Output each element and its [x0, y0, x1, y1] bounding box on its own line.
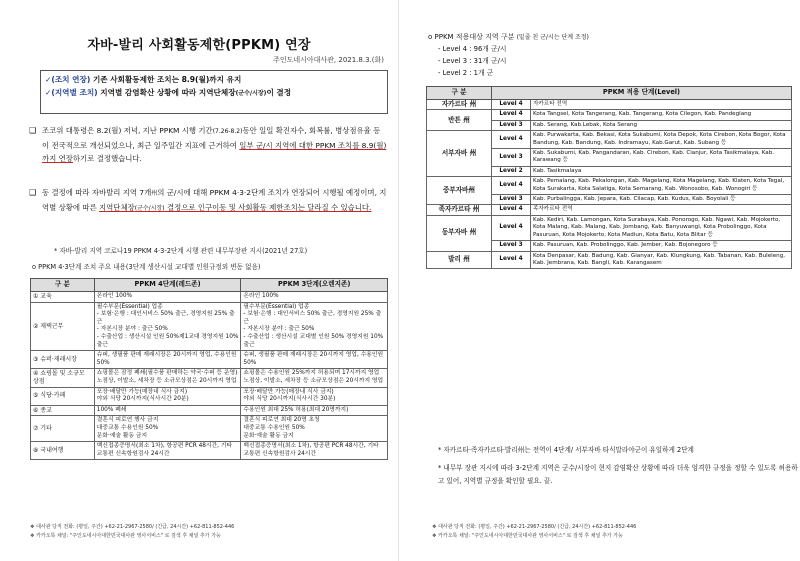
table-row — [31, 351, 388, 369]
headline-text: 지역별 감염확산 상황에 따라 지역단체장 — [97, 88, 236, 97]
table-header: PPKM 3단계(오렌지존) — [241, 279, 388, 292]
level-cell: Level 4 — [492, 251, 531, 269]
level-count: - Level 4 : 96개 군/시 — [438, 45, 507, 53]
regions-cell: Kab. Tasikmalaya — [531, 166, 792, 176]
level4-cell: 결혼식 피로연 행사 금지 대중교통 수용인원 50% 문화·예술 활동 금지 — [94, 416, 241, 442]
regions-cell: Kab. Purwakarta, Kab. Bekasi, Kota Sukabumi, Kota Depok, Kota Cirebon, Kota Bogor, Kota Bandung, Kab. Bandung, Kab. Indramayu, Kab.Garut, Kab. Subang 등 — [531, 131, 792, 149]
reference-note: * 자바-발리 지역 코로나19 PPKM 4·3-2단계 시행 관련 내무부장관 지시(2021년 27호) — [54, 247, 308, 255]
category-cell: ③ 슈퍼·재래시장 — [31, 351, 95, 369]
paragraph-text: 하기로 결정했습니다. — [72, 154, 142, 164]
regions-cell: Kab. Serang, Kab.Lebak, Kota Serang — [531, 120, 792, 130]
category-cell: ⑦ 기타 — [31, 416, 95, 442]
headline-small: (군수/시장) — [235, 90, 267, 97]
level4-cell: 백신접종증명서(최소 1차), 항공편 PCR 48시간, 기타 교통편 신속항원검사 24시간 — [94, 442, 241, 460]
regions-cell: 자카르타 전역 — [531, 100, 792, 110]
level-cell: Level 3 — [492, 195, 531, 205]
regions-cell: Kab. Pasuruan, Kab. Probolinggo, Kab. Jember, Kab. Bojonegoro 등 — [531, 241, 792, 251]
level4-cell: 포장·배달만 가능(매장내 식사 금지) 야외 식당 20시까지(식사시간 20분) — [94, 387, 241, 405]
underlined-text: 지역단체장 — [99, 202, 135, 212]
province-cell: 족자카르타 州 — [427, 205, 492, 215]
underlined-small: (군수/시장) — [134, 204, 165, 212]
square-bullet-icon: ❑ — [29, 188, 37, 197]
bullet-paragraph-1 — [29, 124, 387, 166]
table-row — [31, 405, 388, 416]
table-row — [31, 369, 388, 387]
paragraph-text: 동안 일일 확진자수, 회복률, 병상점유율 등이 전국적으로 개선되었으나, 최근 일주일간 지표에 근거하여 — [42, 126, 381, 150]
table-row — [427, 131, 792, 149]
level-cell: Level 4 — [492, 100, 531, 110]
regions-cell: Kab. Purbalingga, Kab. Jepara, Kab. Cilacap, Kab. Kudus, Kab. Boyolali 등 — [531, 195, 792, 205]
region-heading — [428, 32, 589, 43]
level-cell: Level 4 — [492, 177, 531, 195]
left-page — [0, 0, 399, 561]
check-icon: ✓ — [45, 75, 52, 84]
table-header: 구 분 — [31, 279, 95, 292]
table-row — [427, 110, 792, 120]
level3-cell: 결혼식 피로연 최대 20명 초청 대중교통 수용인원 50% 문화·예술 활동 금지 — [241, 416, 388, 442]
level-count: - Level 2 : 1개 군 — [438, 69, 494, 77]
table-header: PPKM 4단계(레드존) — [94, 279, 241, 292]
regions-cell: 족자카르타 전역 — [531, 205, 792, 215]
region-heading-text: o PPKM 적용대상 지역 구분 — [428, 33, 515, 41]
paragraph-text: 의 군/시에 대해 PPKM 4·3·2단계 조치가 연장되어 시행될 예정이며, 지역별 상황에 따른 — [42, 188, 387, 212]
paragraph-small: 州 — [151, 190, 158, 197]
headline-end: 이 결정 — [266, 88, 292, 97]
table-row — [427, 215, 792, 240]
table-header: 구 분 — [427, 87, 492, 100]
issue-date: 주인도네시아대사관, 2021.8.3.(화) — [273, 56, 384, 64]
level3-cell: 포장·배달만 가능(매장내 식사 금지) 야외 식당 20시까지(식사시간 30분) — [241, 387, 388, 405]
province-cell: 중부자바州 — [427, 177, 492, 205]
measures-table — [30, 278, 388, 460]
headline-line-1 — [45, 73, 383, 86]
table-header-row — [427, 87, 792, 100]
headline-tag: (지역별 조치) — [51, 88, 98, 97]
headline-box — [40, 70, 388, 114]
ppkm-region-table — [426, 86, 792, 269]
level4-cell: 100% 폐쇄 — [94, 405, 241, 416]
category-cell: ① 교육 — [31, 292, 95, 303]
level-cell: Level 4 — [492, 215, 531, 240]
paragraph-text: 조코위 대통령은 8.2(월) 저녁, 지난 PPKM 시행 기간 — [42, 126, 213, 135]
regions-cell: Kab. Kediri, Kab. Lamongan, Kota Surabaya, Kab. Ponorogo, Kab. Ngawi, Kab. Mojokerto, Kota Malang, Kab. Malang, Kab. Jombang, Kab. Banyuwangi, Kota Probolinggo, Kota Pasuruan, Kota Mojokerto, Kota Madiun, Kota Batu, Kota Blitar 등 — [531, 215, 792, 240]
level3-cell: 필수부문(Essential) 업종 - 보험·은행 : 대인서비스 50% 출근, 경영지원 25% 출근 - 자본시장 분야 : 출근 50% - 수출산업 : 생산시설 교대별 인원 50% 경영지원 10% 출근 — [241, 302, 388, 351]
footer-phone: ❖ 대사관 당직 전화: (평일, 주간) +62-21-2967-2580/ (긴급, 24시간) +62-811-852-446 — [432, 524, 637, 530]
right-page — [402, 0, 800, 561]
table-row — [31, 302, 388, 351]
underlined-text: 결정으로 인구이동 및 사회활동 제한조치는 달라질 수 있습니다. — [164, 202, 372, 212]
table-row — [31, 387, 388, 405]
level4-cell: 필수부문(Essential) 업종 - 보험·은행 : 대인서비스 50% 출근, 경영지원 25% 출근 - 자본시장 분야 : 출근 50% - 수출산업 : 생산시설 인원 50%제1교대 경영지원 10% 출근 — [94, 302, 241, 351]
level-count: - Level 3 : 31개 군/시 — [438, 57, 507, 65]
regions-cell: Kota Tangsel, Kota Tangerang, Kab. Tangerang, Kota Cilegon, Kab. Pandeglang — [531, 110, 792, 120]
headline-line-2 — [45, 86, 383, 100]
table-header-row — [31, 279, 388, 292]
level-cell: Level 2 — [492, 166, 531, 176]
province-cell: 반튼 州 — [427, 110, 492, 131]
level4-cell: 슈퍼, 생필품 판매 재래시장은 20시까지 영업, 수용인원 50% — [94, 351, 241, 369]
footer-kakao: ❖ 카카오톡 채널: "주인도네시아대한민국대사관 영사서비스" 로 검색 후 채널 추가 가능 — [30, 533, 221, 539]
level-cell: Level 4 — [492, 205, 531, 215]
paragraph-small: (7.26-8.2) — [212, 128, 243, 135]
level3-cell: 슈퍼, 생필품 판매 재래시장은 20시까지 영업, 수용인원 50% — [241, 351, 388, 369]
level4-cell: 쇼핑몰은 잠정 폐쇄(필수품 판매하는 약국·수퍼 등 운영) 노점상, 이발소, 세차장 등 소규모상점은 20시까지 영업 — [94, 369, 241, 387]
level-cell: Level 4 — [492, 131, 531, 149]
footnote-regulation: * 내무부 장관 지시에 따라 3-2단계 지역은 군수/시장이 현지 감염확산 상황에 따라 더욱 엄격한 규정을 정할 수 있도록 허용하고 있어, 지역별 규정을 확인할 필요. 끝. — [438, 464, 798, 485]
province-cell: 자카르타 州 — [427, 100, 492, 110]
check-icon: ✓ — [45, 88, 52, 97]
footnote-levels: * 자카르타·족자카르타·발리州는 전역이 4단계/ 서부자바 타식말라야군이 유일하게 2단계 — [438, 446, 694, 454]
province-cell: 서부자바 州 — [427, 131, 492, 177]
table-row — [427, 205, 792, 215]
underlined-text: 일부 군/시 지역에 대한 PPKM 조치를 8.9(월)까지 연장 — [42, 140, 387, 164]
category-cell: ⑤ 식당·카페 — [31, 387, 95, 405]
headline-tag: (조치 연장) — [51, 75, 91, 84]
headline-text: 기존 사회활동제한 조치는 8.9(월)까지 유지 — [90, 75, 242, 84]
table-row — [427, 100, 792, 110]
level-cell: Level 3 — [492, 241, 531, 251]
category-cell: ⑧ 국내여행 — [31, 442, 95, 460]
paragraph-text: 동 결정에 따라 자바발리 지역 7개 — [42, 188, 152, 197]
province-cell: 발리 州 — [427, 251, 492, 269]
table-row — [31, 292, 388, 303]
level-cell: Level 3 — [492, 149, 531, 167]
table-header: PPKM 적용 단계(Level) — [492, 87, 792, 100]
level3-cell: 수용인원 최대 25% 허용(최대 20명까지) — [241, 405, 388, 416]
footer-kakao: ❖ 카카오톡 채널: "주인도네시아대한민국대사관 영사서비스" 로 검색 후 채널 추가 가능 — [432, 533, 623, 539]
table-row — [31, 416, 388, 442]
region-heading-note: (밑줄 친 군/시는 단계 조정) — [516, 34, 589, 41]
table-row — [427, 177, 792, 195]
regions-cell: Kab. Sukabumi, Kab. Pangandaran, Kab. Cirebon, Kab. Cianjur, Kota Tasikmalaya, Kab. Karawang 등 — [531, 149, 792, 167]
level-cell: Level 3 — [492, 120, 531, 130]
level4-cell: 온라인 100% — [94, 292, 241, 303]
level3-cell: 온라인 100% — [241, 292, 388, 303]
category-cell: ④ 쇼핑몰 및 소규모 상점 — [31, 369, 95, 387]
regions-cell: Kab. Pemalang, Kab. Pekalongan, Kab. Magelang, Kota Magelang, Kab. Klaten, Kota Tegal, Kota Surakarta, Kota Salatiga, Kota Semarang, Kab. Wonosobo, Kab. Wonogiri 등 — [531, 177, 792, 195]
province-cell: 동부자바 州 — [427, 215, 492, 251]
square-bullet-icon: ❑ — [29, 126, 37, 135]
footer-phone: ❖ 대사관 당직 전화: (평일, 주간) +62-21-2967-2580/ (긴급, 24시간) +62-811-852-446 — [30, 524, 235, 530]
table-intro: o PPKM 4·3단계 조치 주요 내용(3단계 생산시설 교대별 인원규정외 변동 없음) — [32, 263, 261, 271]
level3-cell: 쇼핑몰은 수용인원 25%까지 허용되며 17시까지 영업 노점상, 이발소, 세차장 등 소규모상점은 20시까지 영업 — [241, 369, 388, 387]
level-cell: Level 4 — [492, 110, 531, 120]
level3-cell: 백신접종증명서(최소 1차), 항공편 PCR 48시간, 기타 교통편 신속항원검사 24시간 — [241, 442, 388, 460]
bullet-paragraph-2 — [29, 186, 387, 215]
table-row — [31, 442, 388, 460]
category-cell: ② 재택근무 — [31, 302, 95, 351]
regions-cell: Kota Denpasar, Kab. Badung, Kab. Gianyar, Kab. Klungkung, Kab. Tabanan, Kab. Buleleng, Kab. Jembrana, Kab. Bangli, Kab. Karangasem — [531, 251, 792, 269]
page-title: 자바-발리 사회활동제한(PPKM) 연장 — [87, 38, 311, 53]
table-row — [427, 251, 792, 269]
category-cell: ⑥ 종교 — [31, 405, 95, 416]
